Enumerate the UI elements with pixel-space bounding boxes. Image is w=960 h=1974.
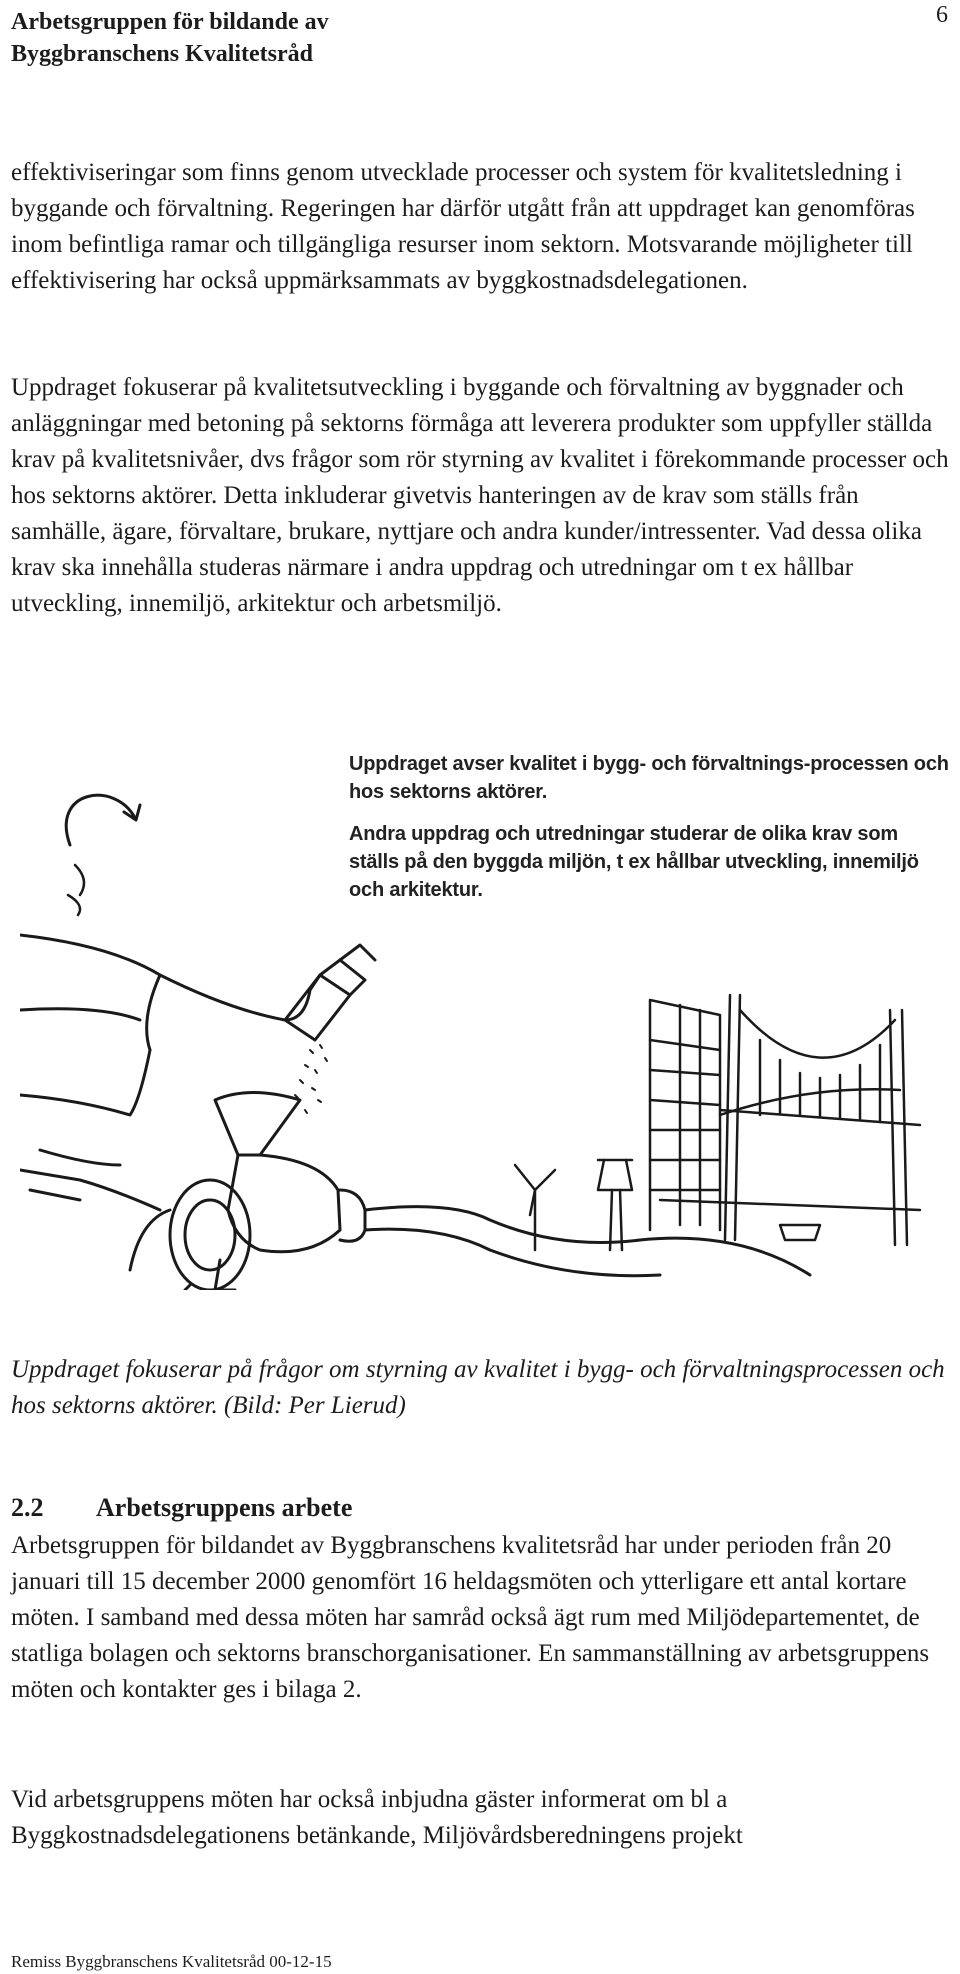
figure-text-1: Uppdraget avser kvalitet i bygg- och förvaltnings-processen och hos sektorns aktörer.	[349, 753, 949, 803]
figure-caption: Uppdraget fokuserar på frågor om styrning av kvalitet i bygg- och förvaltningsprocessen och hos sektorns aktörer. (Bild: Per Lierud)	[11, 1356, 945, 1419]
figure-text-2: Andra uppdrag och utredningar studerar de olika krav som ställs på den byggda miljön, t ex hållbar utveckling, innemiljö och arkitektur.	[349, 823, 919, 901]
body-paragraph-1: effektiviseringar som finns genom utvecklade processer och system för kvalitetsledning i byggande och förvaltning. Regeringen har därför utgått från att uppdraget kan genomföras inom befintliga ramar och tillgängliga resurser inom sektorn. Motsvarande möjligheter till effektivisering har också uppmärksammats av byggkostnadsdelegationen.	[11, 159, 915, 294]
grinder-sketch	[130, 1093, 365, 1291]
pouring-box	[285, 945, 375, 1040]
header-title-line2: Byggbranschens Kvalitetsråd	[11, 41, 314, 67]
page-number: 6	[936, 2, 948, 28]
tower-sketch	[598, 1160, 632, 1250]
building-sketch	[650, 1000, 720, 1230]
running-header	[11, 6, 329, 70]
section-number: 2.2	[11, 1493, 44, 1522]
output-stream	[365, 1207, 810, 1276]
section-paragraph-1: Arbetsgruppen för bildandet av Byggbranschens kvalitetsråd har under perioden från 20 januari till 15 december 2000 genomfört 16 heldagsmöten och ytterligare ett antal kortare möten. I samband med dessa möten har samråd också ägt rum med Miljödepartementet, de statliga bolagen och sektorns branschorganisationer. En sammanställning av arbetsgruppens möten och kontakter ges i bilaga 2.	[11, 1532, 930, 1703]
figure-illustration	[20, 770, 940, 1290]
section-heading	[11, 1493, 352, 1523]
arm-sketch	[20, 935, 320, 1210]
body-paragraph-2: Uppdraget fokuserar på kvalitetsutveckling i byggande och förvaltning av byggnader och anläggningar med betoning på sektorns förmåga att leverera produkter som uppfyller ställda krav på kvalitetsnivåer, dvs frågor som rör styrning av kvalitet i förekommande processer och hos sektorns aktörer. Detta inkluderar givetvis hanteringen av de krav som ställs från samhälle, ägare, förvaltare, brukare, nyttjare och andra kunder/intressenter. Vad dessa olika krav ska innehålla studeras närmare i andra uppdrag och utredningar om t ex hållbar utveckling, innemiljö, arkitektur och arbetsmiljö.	[11, 374, 949, 617]
header-title-line1: Arbetsgruppen för bildande av	[11, 9, 329, 35]
section-title: Arbetsgruppens arbete	[96, 1493, 353, 1522]
footer-text: Remiss Byggbranschens Kvalitetsråd 00-12-15	[11, 1952, 332, 1971]
section-paragraph-2: Vid arbetsgruppens möten har också inbjudna gäster informerat om bl a Byggkostnadsdelegationens betänkande, Miljövårdsberedningens projekt	[11, 1786, 743, 1849]
rotation-arrow	[66, 795, 135, 845]
